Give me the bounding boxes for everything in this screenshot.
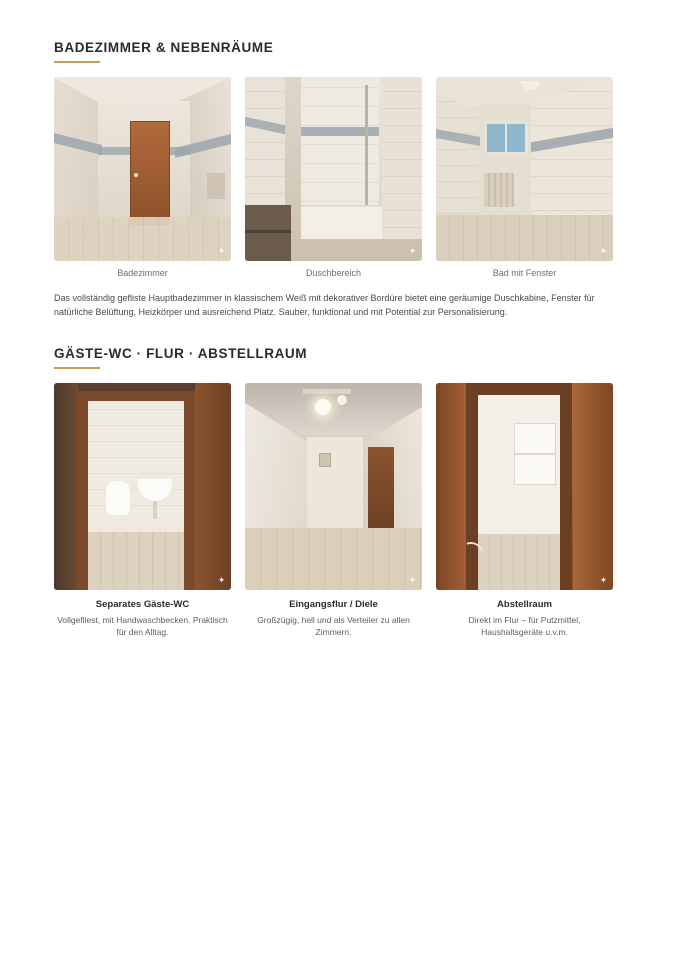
photo-grid (54, 383, 625, 639)
photo-card[interactable] (245, 77, 422, 278)
photo-corner-icon: ✦ (217, 246, 226, 256)
photo-badezimmer[interactable] (54, 77, 231, 261)
photo-caption: Duschbereich (305, 268, 362, 278)
photo-subcaption: Direkt im Flur – für Putzmittel, Haushaltsgeräte u.v.m. (468, 614, 581, 638)
photo-card[interactable] (436, 77, 613, 278)
section-title: BADEZIMMER & NEBENRÄUME (54, 40, 274, 55)
photo-caption: Abstellraum (497, 598, 552, 610)
photo-caption: Bad mit Fenster (492, 268, 557, 278)
photo-card[interactable] (245, 383, 422, 639)
title-underline (54, 61, 100, 63)
photo-card[interactable] (436, 383, 613, 639)
photo-card[interactable] (54, 77, 231, 278)
photo-bad-mit-fenster[interactable] (436, 77, 613, 261)
photo-corner-icon: ✦ (599, 246, 608, 256)
section-description: Das vollständig gefliste Hauptbadezimmer in klassischem Weiß mit dekorativer Bordüre bietet eine geräumige Duschkabine, Fenster für natürliche Belüftung, Heizkörper und ausreichend Platz. Sauber, funktional und mit Potential zur Personalisierung. (54, 293, 595, 318)
photo-corner-icon: ✦ (408, 246, 417, 256)
photo-grid (54, 77, 625, 278)
photo-eingangsflur[interactable] (245, 383, 422, 590)
photo-duschbereich[interactable] (245, 77, 422, 261)
photo-caption: Badezimmer (117, 268, 168, 278)
photo-card[interactable] (54, 383, 231, 639)
photo-corner-icon: ✦ (599, 574, 608, 585)
photo-caption: Separates Gäste-WC (95, 598, 190, 610)
section-title: GÄSTE-WC · FLUR · ABSTELLRAUM (54, 345, 308, 361)
photo-abstellraum[interactable] (436, 383, 613, 590)
photo-caption: Eingangsflur / Diele (289, 598, 378, 610)
title-underline (54, 367, 100, 369)
photo-corner-icon: ✦ (217, 574, 226, 585)
section-badezimmer (54, 40, 625, 320)
photo-subcaption: Vollgefliest, mit Handwaschbecken. Praktisch für den Alltag. (57, 614, 228, 638)
photo-gaeste-wc[interactable] (54, 383, 231, 590)
section-gaeste-wc-flur-abstellraum (54, 346, 625, 639)
photo-corner-icon: ✦ (408, 574, 417, 585)
photo-subcaption: Großzügig, hell und als Verteiler zu allen Zimmern. (257, 614, 410, 638)
